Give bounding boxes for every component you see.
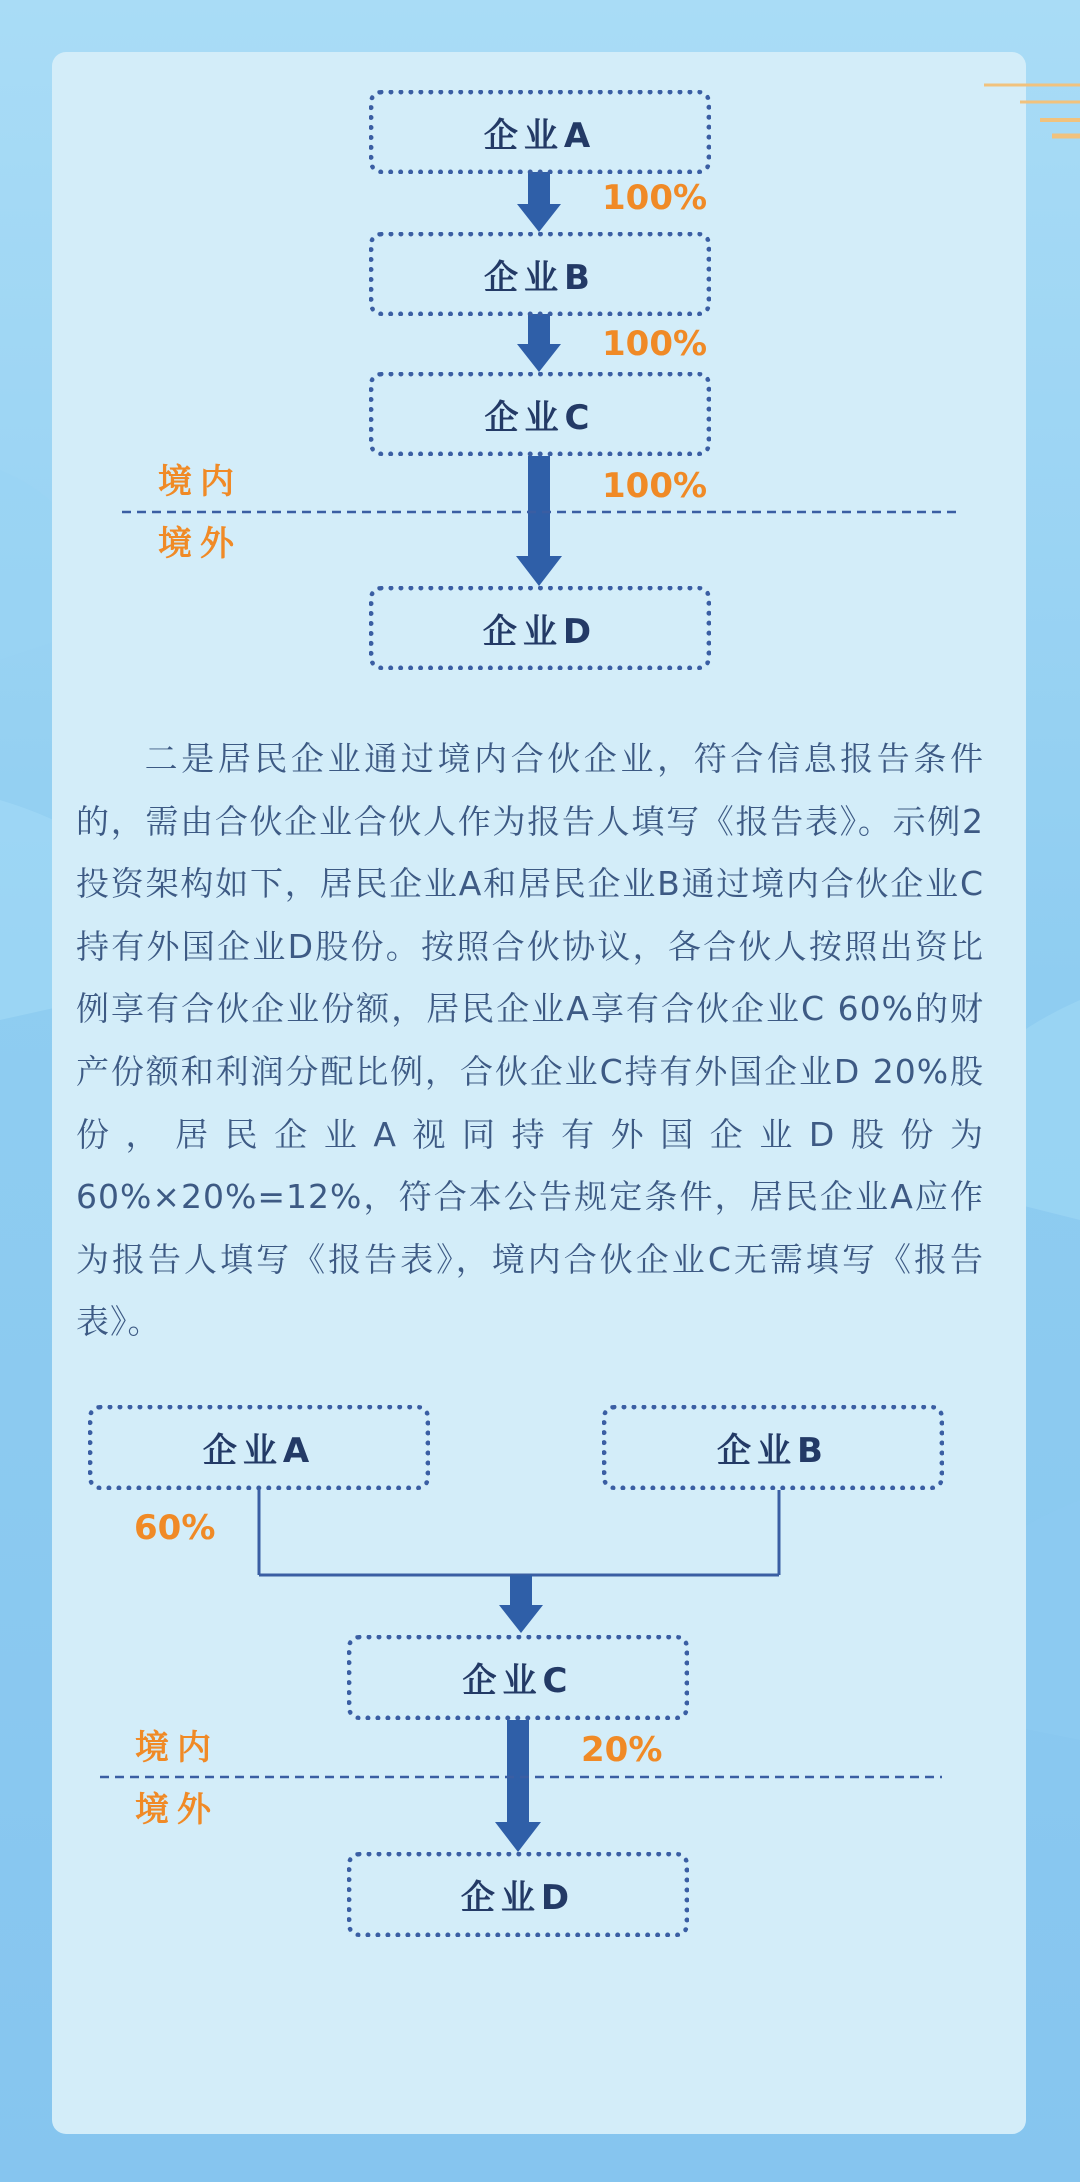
percent-b-c: 100%: [602, 324, 708, 364]
company-d-box-2: 企业D: [347, 1852, 689, 1937]
arrow-c-to-d-2: [495, 1720, 541, 1852]
overseas-label-2: 境外: [135, 1790, 219, 1830]
percent-c-to-d: 20%: [581, 1730, 663, 1770]
arrow-merge-to-c: [499, 1575, 543, 1633]
company-d-box: 企业D: [369, 586, 711, 670]
arrow-a-to-b: [517, 172, 561, 232]
merge-connector: [259, 1490, 779, 1575]
company-a-box: 企业A: [369, 90, 711, 174]
company-b-box: 企业B: [369, 232, 711, 316]
percent-a-b: 100%: [602, 178, 708, 218]
domestic-label-1: 境内: [158, 462, 242, 502]
company-b-box-2: 企业B: [602, 1405, 944, 1490]
arrow-b-to-c: [517, 314, 561, 372]
company-a-box-2: 企业A: [88, 1405, 430, 1490]
explanation-paragraph: [76, 728, 984, 1354]
arrow-c-to-d: [516, 456, 562, 586]
domestic-label-2: 境内: [135, 1728, 219, 1768]
company-c-box: 企业C: [369, 372, 711, 456]
percent-a-to-c: 60%: [134, 1508, 216, 1548]
overseas-label-1: 境外: [158, 524, 242, 564]
company-c-box-2: 企业C: [347, 1635, 689, 1720]
percent-c-d: 100%: [602, 466, 708, 506]
explanation-text: 二是居民企业通过境内合伙企业，符合信息报告条件的，需由合伙企业合伙人作为报告人填写《报告表》。示例2投资架构如下，居民企业A和居民企业B通过境内合伙企业C持有外国企业D股份。按照合伙协议，各合伙人按照出资比例享有合伙企业份额，居民企业A享有合伙企业C 60%的财产份额和利润分配比例，合伙企业C持有外国企业D 20%股份，居民企业A视同持有外国企业D股份为60%×20%=12%，符合本公告规定条件，居民企业A应作为报告人填写《报告表》，境内合伙企业C无需填写《报告表》。: [76, 739, 984, 1342]
